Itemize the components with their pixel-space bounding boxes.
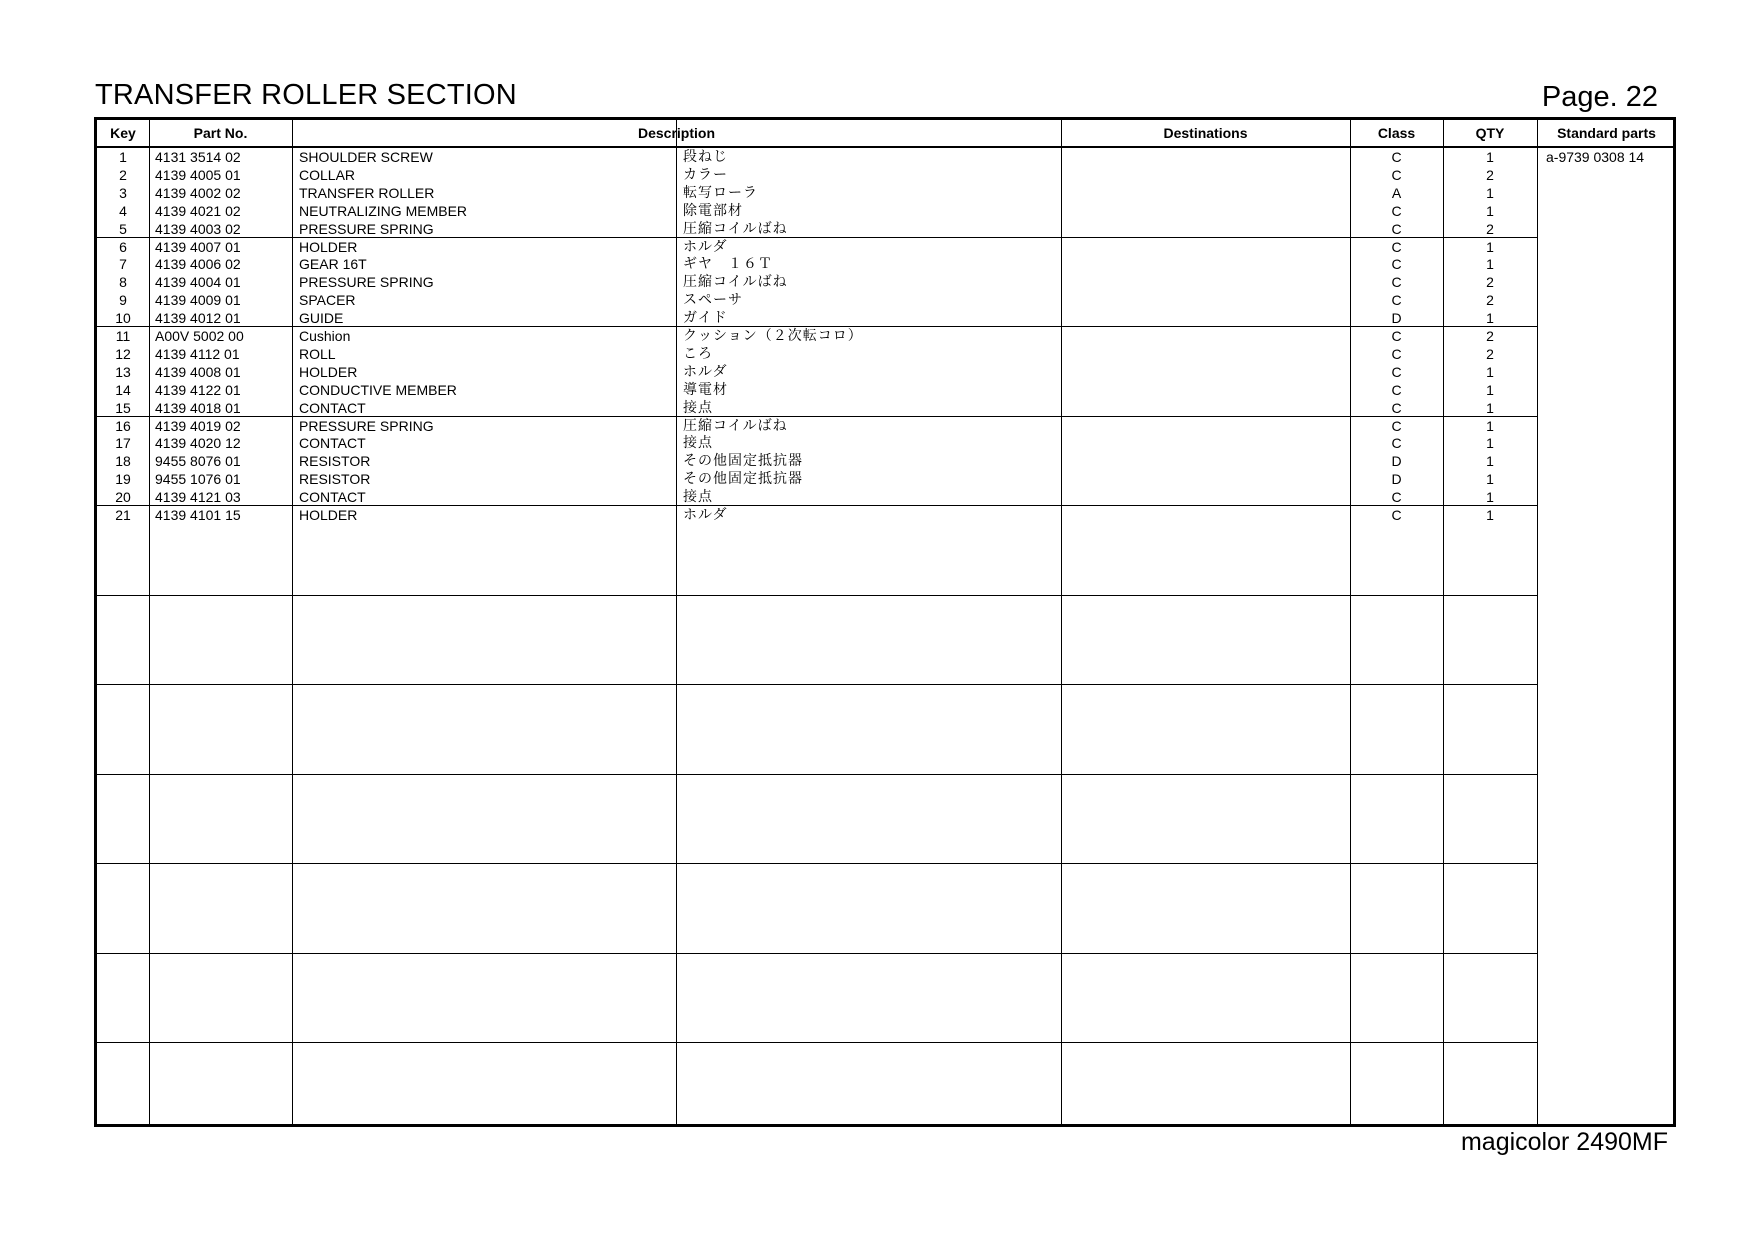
- page-number: Page. 22: [1541, 81, 1658, 113]
- cell-desc-jp: ギヤ １６Ｔ: [683, 256, 773, 273]
- cell-destinations: [1067, 148, 1347, 166]
- cell-destinations: [1067, 399, 1347, 417]
- model-name: magicolor 2490MF: [1460, 1128, 1668, 1156]
- header-destinations: Destinations: [1163, 125, 1248, 141]
- cell-desc-en: GEAR 16T: [299, 256, 367, 273]
- cell-part-no: 4139 4009 01: [155, 292, 241, 309]
- cell-destinations: [1067, 488, 1347, 506]
- row-group-divider: [97, 774, 1537, 775]
- cell-key: 16: [115, 417, 131, 434]
- cell-class: C: [1391, 220, 1402, 237]
- cell-qty: 2: [1486, 220, 1494, 237]
- column-divider: [149, 120, 150, 1124]
- cell-key: 14: [115, 381, 131, 398]
- cell-desc-jp: 接点: [683, 489, 713, 506]
- cell-key: 8: [119, 274, 127, 291]
- cell-class: C: [1391, 417, 1402, 434]
- cell-qty: 1: [1486, 507, 1494, 523]
- cell-class: C: [1391, 381, 1402, 398]
- column-divider: [1537, 120, 1538, 1124]
- cell-destinations: [1067, 452, 1347, 470]
- header-part-no: Part No.: [193, 125, 248, 141]
- cell-desc-jp: ころ: [683, 345, 713, 362]
- row-group-divider: [97, 326, 1537, 327]
- cell-part-no: 4139 4007 01: [155, 238, 241, 255]
- cell-desc-jp: その他固定抵抗器: [683, 453, 803, 470]
- parts-table: [94, 117, 1676, 1127]
- cell-class: C: [1391, 166, 1402, 183]
- cell-class: C: [1391, 202, 1402, 219]
- cell-desc-jp: 転写ローラ: [683, 184, 758, 201]
- cell-destinations: [1067, 255, 1347, 273]
- cell-key: 1: [119, 149, 127, 165]
- cell-part-no: 4139 4012 01: [155, 310, 241, 327]
- cell-desc-jp: 段ねじ: [683, 149, 728, 165]
- cell-class: A: [1391, 184, 1402, 201]
- cell-part-no: 9455 8076 01: [155, 453, 241, 470]
- cell-desc-en: SHOULDER SCREW: [299, 149, 433, 165]
- cell-class: C: [1391, 292, 1402, 309]
- cell-desc-en: PRESSURE SPRING: [299, 274, 434, 291]
- cell-qty: 1: [1486, 417, 1494, 434]
- cell-desc-en: TRANSFER ROLLER: [299, 184, 435, 201]
- cell-part-no: 4139 4121 03: [155, 489, 241, 506]
- cell-destinations: [1067, 166, 1347, 184]
- cell-key: 19: [115, 471, 131, 488]
- cell-destinations: [1067, 381, 1347, 399]
- cell-class: C: [1391, 149, 1402, 165]
- cell-key: 21: [115, 507, 131, 523]
- cell-part-no: 9455 1076 01: [155, 471, 241, 488]
- cell-desc-jp: スペーサ: [683, 292, 743, 309]
- cell-part-no: 4139 4018 01: [155, 399, 241, 416]
- cell-desc-jp: 導電材: [683, 381, 728, 398]
- cell-desc-en: Cushion: [299, 328, 351, 344]
- cell-class: C: [1391, 345, 1402, 362]
- cell-qty: 1: [1486, 184, 1494, 201]
- cell-qty: 2: [1486, 345, 1494, 362]
- row-group-divider: [97, 505, 1537, 506]
- header-class: Class: [1377, 125, 1416, 141]
- cell-desc-jp: その他固定抵抗器: [683, 471, 803, 488]
- cell-key: 12: [115, 345, 131, 362]
- row-group-divider: [97, 863, 1537, 864]
- cell-desc-jp: 圧縮コイルばね: [683, 417, 788, 434]
- cell-key: 18: [115, 453, 131, 470]
- cell-qty: 1: [1486, 381, 1494, 398]
- row-group-divider: [97, 595, 1537, 596]
- cell-class: C: [1391, 256, 1402, 273]
- cell-desc-en: ROLL: [299, 345, 336, 362]
- cell-qty: 1: [1486, 435, 1494, 452]
- cell-desc-en: PRESSURE SPRING: [299, 220, 434, 237]
- cell-desc-jp: ホルダ: [683, 238, 728, 255]
- cell-destinations: [1067, 202, 1347, 220]
- cell-destinations: [1067, 345, 1347, 363]
- cell-key: 7: [119, 256, 127, 273]
- cell-qty: 1: [1486, 256, 1494, 273]
- cell-key: 10: [115, 310, 131, 327]
- cell-qty: 1: [1486, 202, 1494, 219]
- cell-destinations: [1067, 327, 1347, 345]
- column-divider: [676, 120, 677, 1124]
- cell-part-no: 4139 4008 01: [155, 363, 241, 380]
- cell-key: 15: [115, 399, 131, 416]
- column-divider: [1061, 120, 1062, 1124]
- row-group-divider: [97, 1042, 1537, 1043]
- cell-part-no: 4139 4002 02: [155, 184, 241, 201]
- cell-desc-en: SPACER: [299, 292, 356, 309]
- row-group-divider: [97, 237, 1537, 238]
- cell-qty: 1: [1486, 399, 1494, 416]
- cell-desc-en: CONDUCTIVE MEMBER: [299, 381, 457, 398]
- cell-destinations: [1067, 184, 1347, 202]
- cell-desc-en: NEUTRALIZING MEMBER: [299, 202, 468, 219]
- cell-qty: 2: [1486, 166, 1494, 183]
- cell-desc-jp: クッション（２次転コロ）: [683, 328, 863, 344]
- cell-qty: 1: [1486, 471, 1494, 488]
- cell-desc-en: RESISTOR: [299, 453, 371, 470]
- cell-class: D: [1391, 471, 1402, 488]
- cell-part-no: 4139 4005 01: [155, 166, 241, 183]
- cell-part-no: 4139 4122 01: [155, 381, 241, 398]
- cell-qty: 1: [1486, 453, 1494, 470]
- cell-part-no: A00V 5002 00: [155, 328, 244, 344]
- cell-destinations: [1067, 273, 1347, 291]
- cell-class: D: [1391, 453, 1402, 470]
- cell-destinations: [1067, 470, 1347, 488]
- cell-desc-en: CONTACT: [299, 399, 366, 416]
- cell-class: C: [1391, 238, 1402, 255]
- cell-desc-jp: 接点: [683, 399, 713, 416]
- cell-key: 9: [119, 292, 127, 309]
- cell-destinations: [1067, 506, 1347, 524]
- cell-desc-en: RESISTOR: [299, 471, 371, 488]
- cell-key: 13: [115, 363, 131, 380]
- cell-key: 4: [119, 202, 127, 219]
- cell-destinations: [1067, 291, 1347, 309]
- cell-class: D: [1391, 310, 1402, 327]
- standard-parts-value: a-9739 0308 14: [1546, 149, 1645, 165]
- cell-desc-jp: ガイド: [683, 310, 728, 327]
- cell-key: 2: [119, 166, 127, 183]
- cell-desc-en: GUIDE: [299, 310, 344, 327]
- row-group-divider: [97, 416, 1537, 417]
- cell-desc-jp: 圧縮コイルばね: [683, 274, 788, 291]
- cell-desc-jp: ホルダ: [683, 507, 728, 523]
- cell-part-no: 4139 4020 12: [155, 435, 241, 452]
- column-divider: [292, 120, 293, 1124]
- cell-part-no: 4139 4101 15: [155, 507, 241, 523]
- cell-qty: 1: [1486, 149, 1494, 165]
- cell-desc-en: COLLAR: [299, 166, 356, 183]
- cell-class: C: [1391, 363, 1402, 380]
- cell-desc-jp: 圧縮コイルばね: [683, 220, 788, 237]
- cell-destinations: [1067, 417, 1347, 435]
- cell-desc-en: HOLDER: [299, 507, 358, 523]
- cell-desc-en: PRESSURE SPRING: [299, 417, 434, 434]
- cell-desc-jp: ホルダ: [683, 363, 728, 380]
- cell-desc-jp: 除電部材: [683, 202, 743, 219]
- cell-destinations: [1067, 220, 1347, 238]
- cell-part-no: 4131 3514 02: [155, 149, 241, 165]
- cell-qty: 1: [1486, 310, 1494, 327]
- cell-desc-en: HOLDER: [299, 238, 358, 255]
- cell-class: C: [1391, 507, 1402, 523]
- cell-desc-jp: カラー: [683, 166, 728, 183]
- cell-destinations: [1067, 309, 1347, 327]
- cell-part-no: 4139 4004 01: [155, 274, 241, 291]
- cell-class: C: [1391, 328, 1402, 344]
- cell-part-no: 4139 4112 01: [155, 345, 240, 362]
- cell-desc-en: CONTACT: [299, 435, 366, 452]
- cell-part-no: 4139 4003 02: [155, 220, 241, 237]
- cell-qty: 1: [1486, 363, 1494, 380]
- cell-qty: 1: [1486, 489, 1494, 506]
- cell-qty: 1: [1486, 238, 1494, 255]
- cell-desc-jp: 接点: [683, 435, 713, 452]
- cell-qty: 2: [1486, 292, 1494, 309]
- cell-destinations: [1067, 363, 1347, 381]
- cell-part-no: 4139 4021 02: [155, 202, 241, 219]
- cell-key: 5: [119, 220, 127, 237]
- cell-qty: 2: [1486, 274, 1494, 291]
- row-group-divider: [97, 953, 1537, 954]
- header-standard-parts: Standard parts: [1557, 125, 1656, 141]
- cell-key: 20: [115, 489, 131, 506]
- header-key: Key: [110, 125, 136, 141]
- cell-destinations: [1067, 238, 1347, 256]
- cell-key: 17: [115, 435, 131, 452]
- page-title: TRANSFER ROLLER SECTION: [95, 79, 517, 111]
- cell-key: 6: [119, 238, 127, 255]
- cell-class: C: [1391, 274, 1402, 291]
- header-qty: QTY: [1475, 125, 1505, 141]
- cell-class: C: [1391, 399, 1402, 416]
- cell-class: C: [1391, 489, 1402, 506]
- cell-key: 3: [119, 184, 127, 201]
- cell-qty: 2: [1486, 328, 1494, 344]
- header-description: Description: [637, 125, 715, 141]
- cell-desc-en: HOLDER: [299, 363, 358, 380]
- cell-desc-en: CONTACT: [299, 489, 366, 506]
- cell-destinations: [1067, 434, 1347, 452]
- row-group-divider: [97, 684, 1537, 685]
- cell-key: 11: [115, 328, 131, 344]
- cell-class: C: [1391, 435, 1402, 452]
- cell-part-no: 4139 4019 02: [155, 417, 241, 434]
- cell-part-no: 4139 4006 02: [155, 256, 241, 273]
